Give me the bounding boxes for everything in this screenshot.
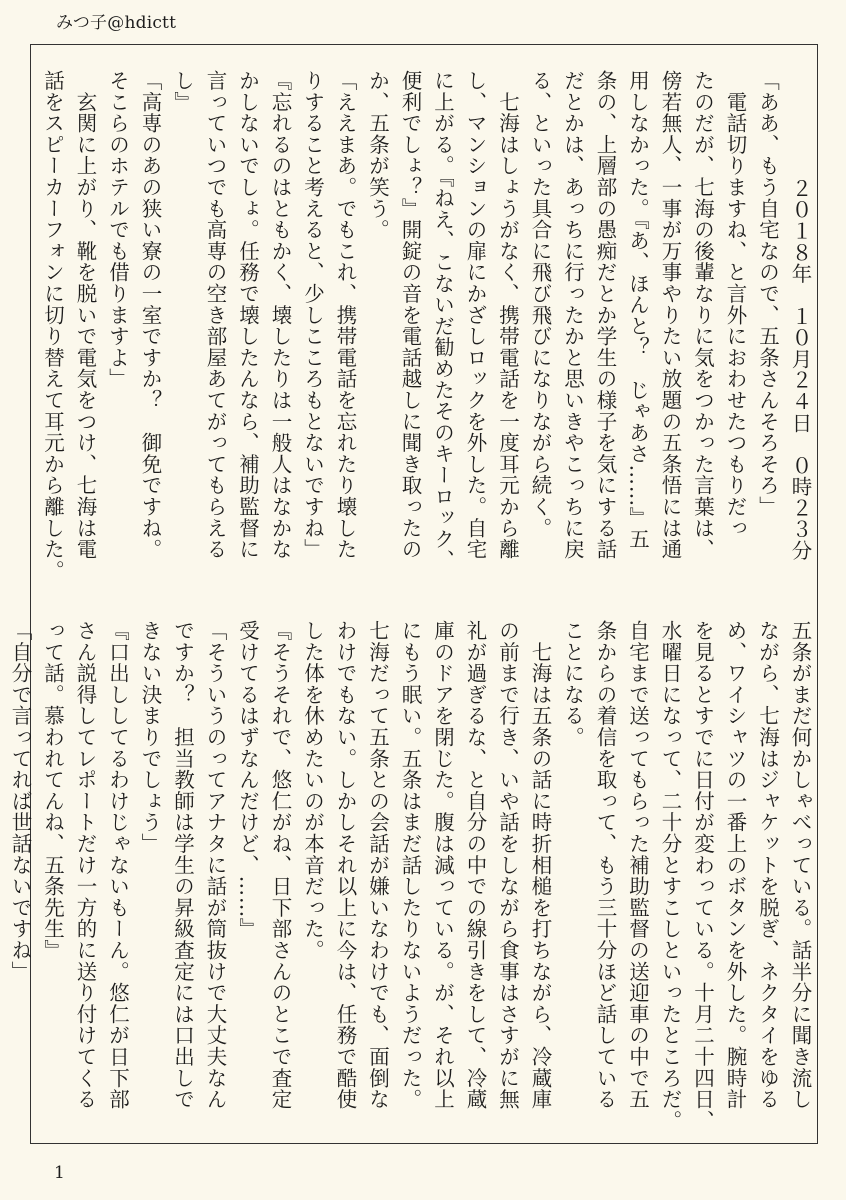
text-line: って話。慕われてんね、五条先生』 xyxy=(40,620,65,961)
page-number: 1 xyxy=(54,1163,65,1183)
text-line: の前まで行き、いや話をしながら食事はさすがに無 xyxy=(495,620,520,1110)
text-line: 七海だって五条との会話が嫌いなわけでも、面倒な xyxy=(365,620,390,1110)
text-line: かしないでしょ。任務で壊したんなら、補助監督に xyxy=(235,70,260,560)
text-line: りすること考えると、少しこころもとないですね」 xyxy=(300,70,325,560)
text-line: 「ええまあ。でもこれ、携帯電話を忘れたり壊した xyxy=(333,70,357,560)
text-line: きない決まりでしょう」 xyxy=(138,620,162,855)
text-line: 『忘れるのはともかく、壊したりは一般人はなかな xyxy=(268,70,292,560)
text-line: し、マンションの扉にかざしロックを外した。自宅 xyxy=(463,70,487,560)
text-line: 玄関に上がり、靴を脱いで電気をつけ、七海は電 xyxy=(73,70,97,560)
text-line: 「自分で言ってれば世話ないですね」 xyxy=(8,620,32,983)
text-line: 『そうそれで、悠仁がね、日下部さんのとこで査定 xyxy=(268,620,292,1110)
text-line: 七海は五条の話に時折相槌を打ちながら、冷蔵庫 xyxy=(528,620,552,1110)
text-line: わけでもない。しかしそれ以上に今は、任務で酷使 xyxy=(333,620,357,1110)
text-line: 言っていつでも高専の空き部屋あてがってもらえる xyxy=(203,70,227,560)
text-line: 話をスピーカーフォンに切り替えて耳元から離した。 xyxy=(40,70,65,582)
text-line: を見るとすでに日付が変わっている。十月二十四日、 xyxy=(690,620,715,1132)
lower-text-block xyxy=(8,620,816,1145)
text-line: 庫のドアを閉じた。腹は減っている。が、それ以上 xyxy=(430,620,455,1110)
text-line: 自宅まで送ってもらった補助監督の送迎車の中で五 xyxy=(625,620,650,1110)
text-line: 傍若無人、一事が万事やりたい放題の五条悟には通 xyxy=(658,70,682,560)
text-line: る、といった具合に飛び飛びになりながら続く。 xyxy=(528,70,552,539)
text-line: さん説得してレポートだけ一方的に送り付けてくる xyxy=(73,620,97,1110)
text-line: 条の、上層部の愚痴だとか学生の様子を気にする話 xyxy=(593,70,617,560)
author-handle: みつ子@hdictt xyxy=(56,13,177,33)
text-line: にもう眠い。五条はまだ話したりないようだった。 xyxy=(398,620,422,1110)
text-line: 「ああ、もう自宅なので、五条さんそろそろ」 xyxy=(755,70,780,518)
upper-text-block xyxy=(40,70,816,592)
text-line: か、五条が笑う。 xyxy=(365,70,390,241)
text-line: 電話切りますね、と言外におわせたつもりだっ xyxy=(723,70,747,539)
text-line: ことになる。 xyxy=(560,620,585,748)
text-line: ながら、七海はジャケットを脱ぎ、ネクタイをゆる xyxy=(755,620,780,1110)
text-line: そこらのホテルでも借りますよ」 xyxy=(105,70,130,390)
text-line: 「高専のあの狭い寮の一室ですか？ 御免ですね。 xyxy=(138,70,162,560)
text-line: 受けてるはずなんだけど、……』 xyxy=(235,620,260,940)
text-line: 条からの着信を取って、もう三十分ほど話している xyxy=(593,620,617,1110)
text-line: 『口出ししてるわけじゃないもーん。悠仁が日下部 xyxy=(105,620,130,1110)
text-line: に上がる。『ねえ、こないだ勧めたそのキーロック、 xyxy=(430,70,455,571)
text-line: 用しなかった。『あ、ほんと？ じゃあさ……』五 xyxy=(625,70,650,550)
text-line: 七海はしょうがなく、携帯電話を一度耳元から離 xyxy=(495,70,520,560)
text-line: し』 xyxy=(170,70,195,113)
text-line: 便利でしょ？』開錠の音を電話越しに聞き取ったの xyxy=(398,70,422,560)
text-line: ですか？ 担当教師は学生の昇級査定には口出しで xyxy=(170,620,195,1110)
text-line: 礼が過ぎるな、と自分の中での線引きをして、冷蔵 xyxy=(463,620,487,1110)
text-line: 「そういうのってアナタに話が筒抜けで大丈夫なん xyxy=(203,620,227,1110)
date-heading: ２０１８年 １０月２４日 ０時２３分 xyxy=(788,178,812,562)
text-line: たのだが、七海の後輩なりに気をつかった言葉は、 xyxy=(690,70,715,560)
text-line: だとかは、あっちに行ったかと思いきやこっちに戻 xyxy=(560,70,585,560)
text-line: め、ワイシャツの一番上のボタンを外した。腕時計 xyxy=(723,620,747,1110)
text-line: 水曜日になって、二十分とすこしといったところだ。 xyxy=(658,620,682,1132)
text-line: した体を休めたいのが本音だった。 xyxy=(300,620,325,961)
text-line: 五条がまだ何かしゃべっている。話半分に聞き流し xyxy=(788,620,812,1110)
